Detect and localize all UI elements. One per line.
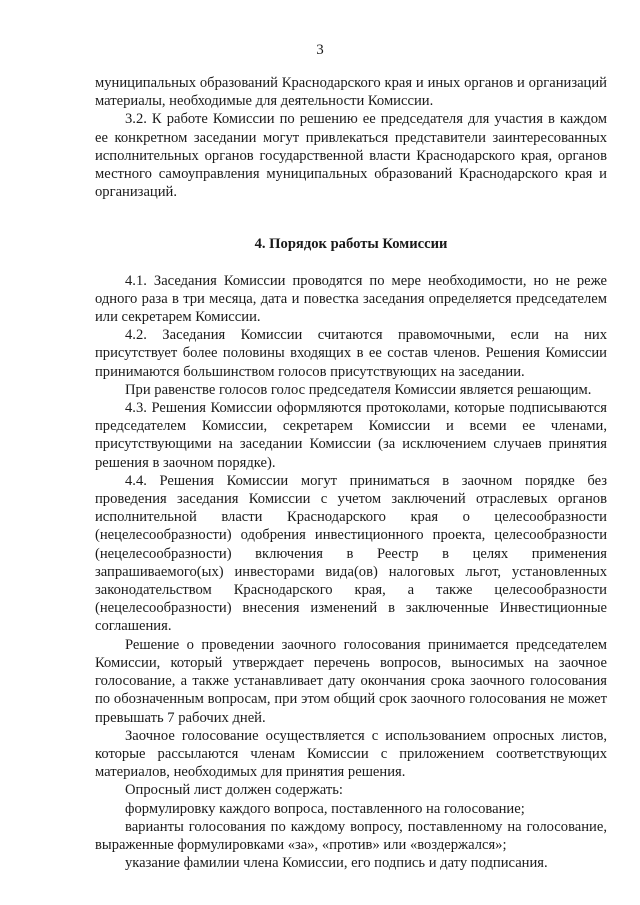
section-heading: 4. Порядок работы Комиссии — [254, 236, 448, 253]
paragraph-4-2: 4.2. Заседания Комиссии считаются правомочными, если на них присутствует более половины входящих в ее состав членов. Решения Комиссии принимаются большинством голосов присутствующих на заседании. — [95, 327, 607, 380]
paragraph-continuation: муниципальных образований Краснодарского края и иных органов и организаций материалы, необходимые для деятельности Комиссии. — [95, 75, 607, 110]
paragraph-4-3: 4.3. Решения Комиссии оформляются протоколами, которые подписываются председателем Комиссии, секретарем Комиссии и всеми ее членами, присутствующими на заседании Комиссии (за исключением случаев принятия решения в заочном порядке). — [95, 400, 607, 471]
paragraph-4-4: 4.4. Решения Комиссии могут приниматься в заочном порядке без проведения заседания Комиссии с учетом заключений отраслевых органов исполнительной власти Краснодарского края о целесообразности (нецелесообразности) одобрения инвестиционного проекта, целесообразности (нецелесообразности) включения в Реестр в целях применения запрашиваемого(ых) инвесторами вида(ов) налоговых льгот, установленных законодательством Краснодарского края, а также целесообразности (нецелесообразности) внесения изменений в заключенные Инвестиционные соглашения. — [95, 472, 607, 635]
paragraph-questionnaire-item-3: указание фамилии члена Комиссии, его подпись и дату подписания. — [125, 855, 548, 872]
paragraph-tie-vote: При равенстве голосов голос председателя Комиссии является решающим. — [125, 381, 592, 398]
paragraph-3-2: 3.2. К работе Комиссии по решению ее председателя для участия в каждом ее конкретном заседании могут привлекаться представители заинтересованных исполнительных органов государственной власти Краснодарского края, органов местного самоуправления муниципальных образований Краснодарского края и организаций. — [95, 111, 607, 201]
paragraph-4-1: 4.1. Заседания Комиссии проводятся по мере необходимости, но не реже одного раза в три месяца, дата и повестка заседания определяется председателем или секретарем Комиссии. — [95, 272, 607, 326]
paragraph-absentee-voting: Заочное голосование осуществляется с использованием опросных листов, которые рассылаются членам Комиссии с приложением соответствующих материалов, необходимых для принятия решения. — [95, 727, 607, 781]
document-body — [95, 74, 607, 872]
page-number: 3 — [316, 42, 324, 58]
paragraph-questionnaire-item-2: варианты голосования по каждому вопросу, поставленному на голосование, выраженные формулировками «за», «против» или «воздержался»; — [95, 818, 607, 853]
paragraph-absentee-decision: Решение о проведении заочного голосования принимается председателем Комиссии, который утверждает перечень вопросов, выносимых на заочное голосование, а также устанавливает дату окончания срока заочного голосования по обозначенным вопросам, при этом общий срок заочного голосования не может превышать 7 рабочих дней. — [95, 636, 607, 726]
paragraph-questionnaire-intro: Опросный лист должен содержать: — [125, 782, 343, 799]
paragraph-questionnaire-item-1: формулировку каждого вопроса, поставленного на голосование; — [125, 800, 525, 817]
